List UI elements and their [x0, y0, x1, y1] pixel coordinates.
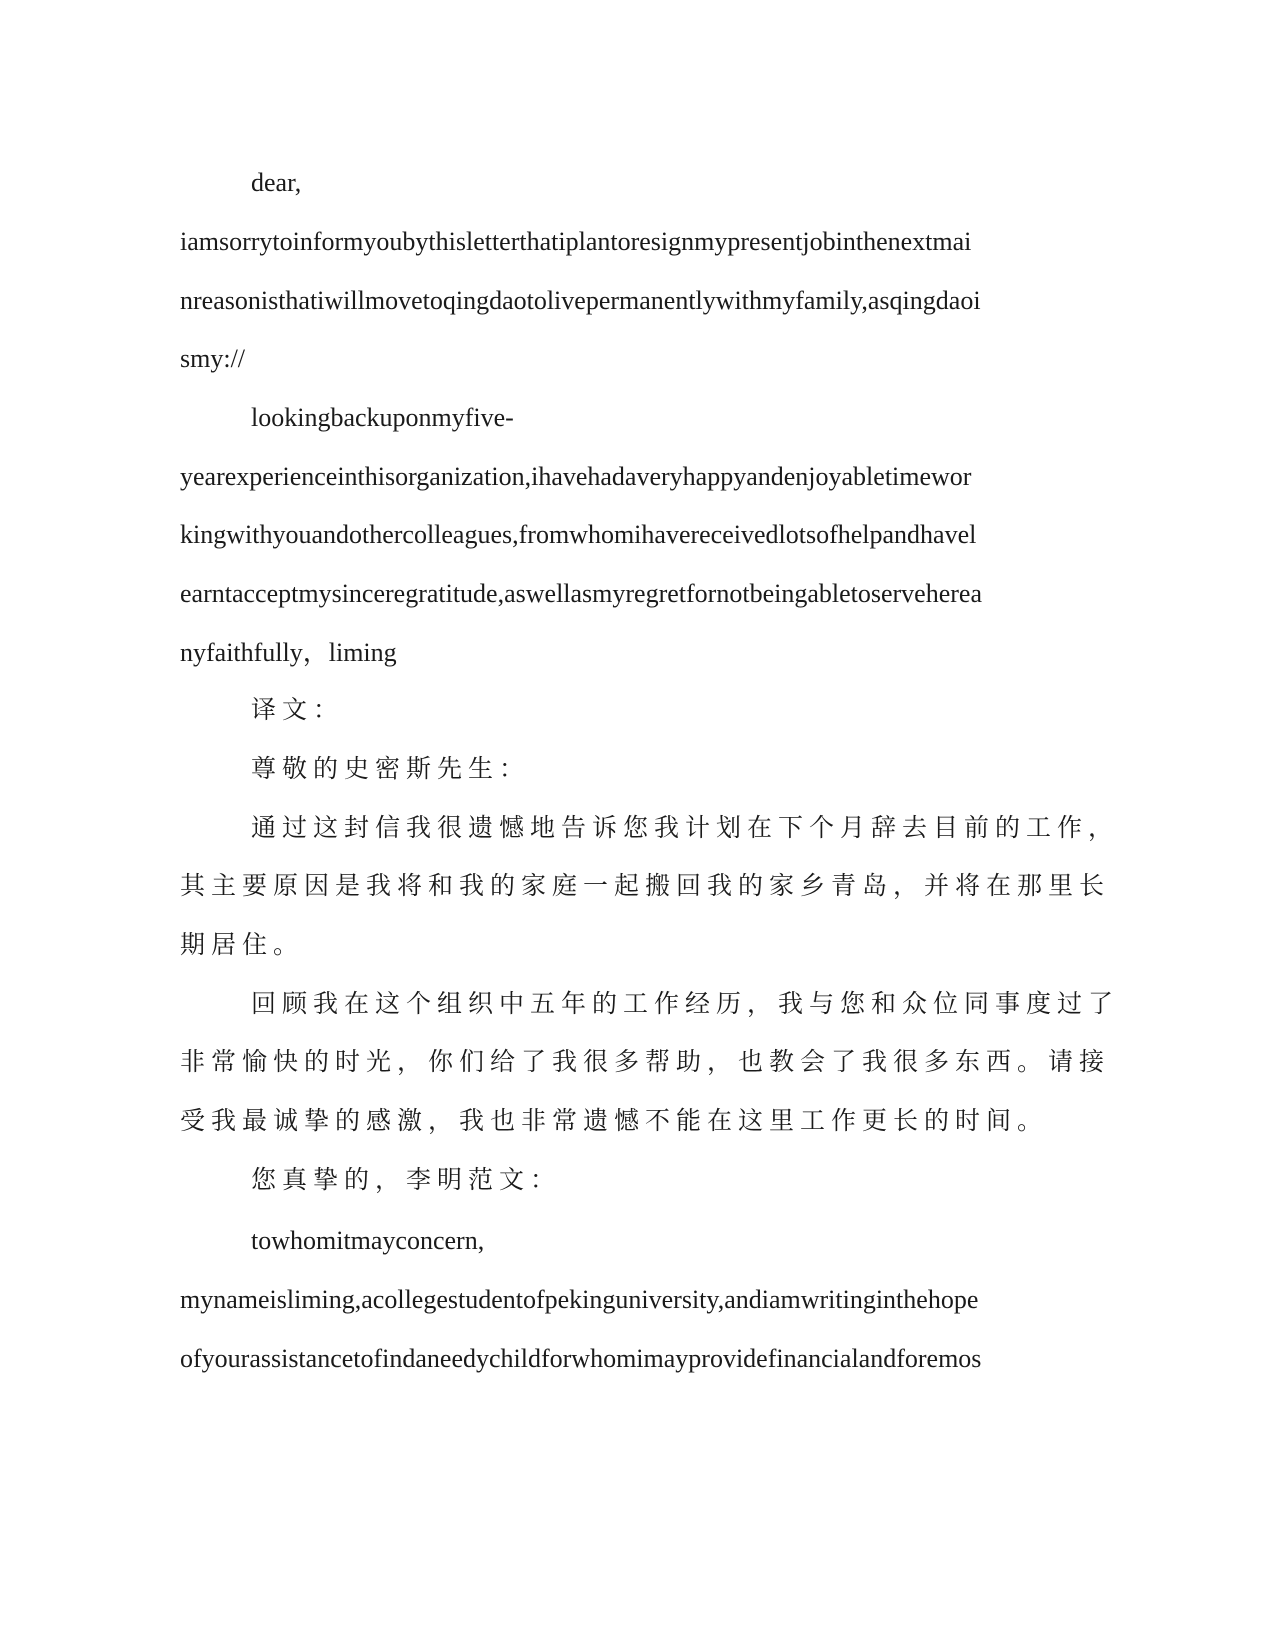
translation-para1-line-3: 期居住。 [180, 930, 305, 959]
letter1-para2-line-3: kingwithyouandothercolleagues,fromwhomihavereceivedlotsofhelpandhavel [180, 520, 977, 549]
translation-para2-line-3: 受我最诚挚的感激，我也非常遗憾不能在这里工作更长的时间。 [180, 1106, 1049, 1135]
letter1-body-line-2: nreasonisthatiwillmovetoqingdaotolivepermanentlywithmyfamily,asqingdaoi [180, 286, 981, 315]
letter1-para2-line-2: yearexperienceinthisorganization,ihavehadaveryhappyandenjoyabletimewor [180, 462, 972, 491]
letter1-salutation: dear, [251, 168, 302, 197]
translation-salutation: 尊敬的史密斯先生： [251, 754, 531, 783]
letter1-signoff: nyfaithfully，liming [180, 638, 397, 667]
letter1-body-line-3: smy:// [180, 344, 246, 373]
translation-para1-line-1: 通过这封信我很遗憾地告诉您我计划在下个月辞去目前的工作， [251, 813, 1120, 842]
letter1-para2-line-4: earntacceptmysinceregratitude,aswellasmyregretfornotbeingabletoserveherea [180, 579, 982, 608]
letter2-body-line-2: ofyourassistancetofindaneedychildforwhomimayprovidefinancialandforemos [180, 1344, 982, 1373]
translation-heading: 译文： [251, 695, 345, 724]
letter1-para2-line-1: lookingbackuponmyfive- [251, 403, 514, 432]
translation-para2-line-1: 回顾我在这个组织中五年的工作经历，我与您和众位同事度过了 [251, 989, 1120, 1018]
letter2-salutation: towhomitmayconcern, [251, 1226, 485, 1255]
letter1-body-line-1: iamsorrytoinformyoubythisletterthatiplantoresignmypresentjobinthenextmai [180, 227, 972, 256]
letter2-body-line-1: mynameisliming,acollegestudentofpekinguniversity,andiamwritinginthehope [180, 1285, 979, 1314]
translation-para1-line-2: 其主要原因是我将和我的家庭一起搬回我的家乡青岛，并将在那里长 [180, 871, 1111, 900]
translation-para2-line-2: 非常愉快的时光，你们给了我很多帮助，也教会了我很多东西。请接 [180, 1047, 1111, 1076]
translation-closing: 您真挚的，李明范文： [251, 1165, 562, 1194]
